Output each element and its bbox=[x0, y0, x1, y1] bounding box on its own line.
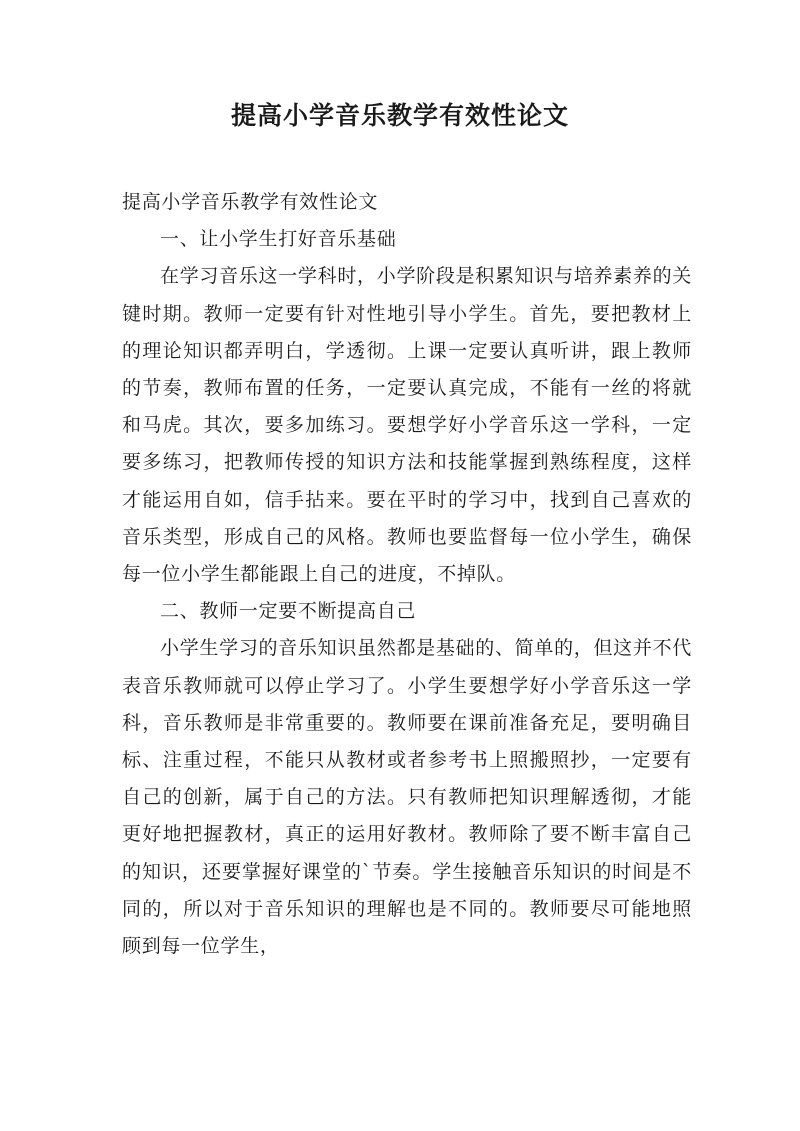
paragraph: 在学习音乐这一学科时，小学阶段是积累知识与培养素养的关键时期。教师一定要有针对性地引导小学生。首先，要把教材上的理论知识都弄明白，学透彻。上课一定要认真听讲，跟上教师的节奏，教师布置的任务，一定要认真完成，不能有一丝的将就和马虎。其次，要多加练习。要想学好小学音乐这一学科，一定要多练习，把教师传授的知识方法和技能掌握到熟练程度，这样才能运用自如，信手拈来。要在平时的学习中，找到自己喜欢的音乐类型，形成自己的风格。教师也要监督每一位小学生，确保每一位小学生都能跟上自己的进度，不掉队。 bbox=[122, 265, 692, 586]
document-body bbox=[122, 184, 692, 965]
section-heading-2: 二、教师一定要不断提高自己 bbox=[160, 600, 417, 623]
document-title: 提高小学音乐教学有效性论文 bbox=[230, 101, 569, 130]
section-heading-1: 一、让小学生打好音乐基础 bbox=[160, 228, 397, 251]
paragraph: 小学生学习的音乐知识虽然都是基础的、简单的，但这并不代表音乐教师就可以停止学习了。小学生要想学好小学音乐这一学科，音乐教师是非常重要的。教师要在课前准备充足，要明确目标、注重过程，不能只从教材或者参考书上照搬照抄，一定要有自己的创新，属于自己的方法。只有教师把知识理解透彻，才能更好地把握教材，真正的运用好教材。教师除了要不断丰富自己的知识，还要掌握好课堂的`节奏。学生接触音乐知识的时间是不同的，所以对于音乐知识的理解也是不同的。教师要尽可能地照顾到每一位学生， bbox=[122, 637, 692, 958]
paragraph-subtitle: 提高小学音乐教学有效性论文 bbox=[122, 191, 379, 213]
